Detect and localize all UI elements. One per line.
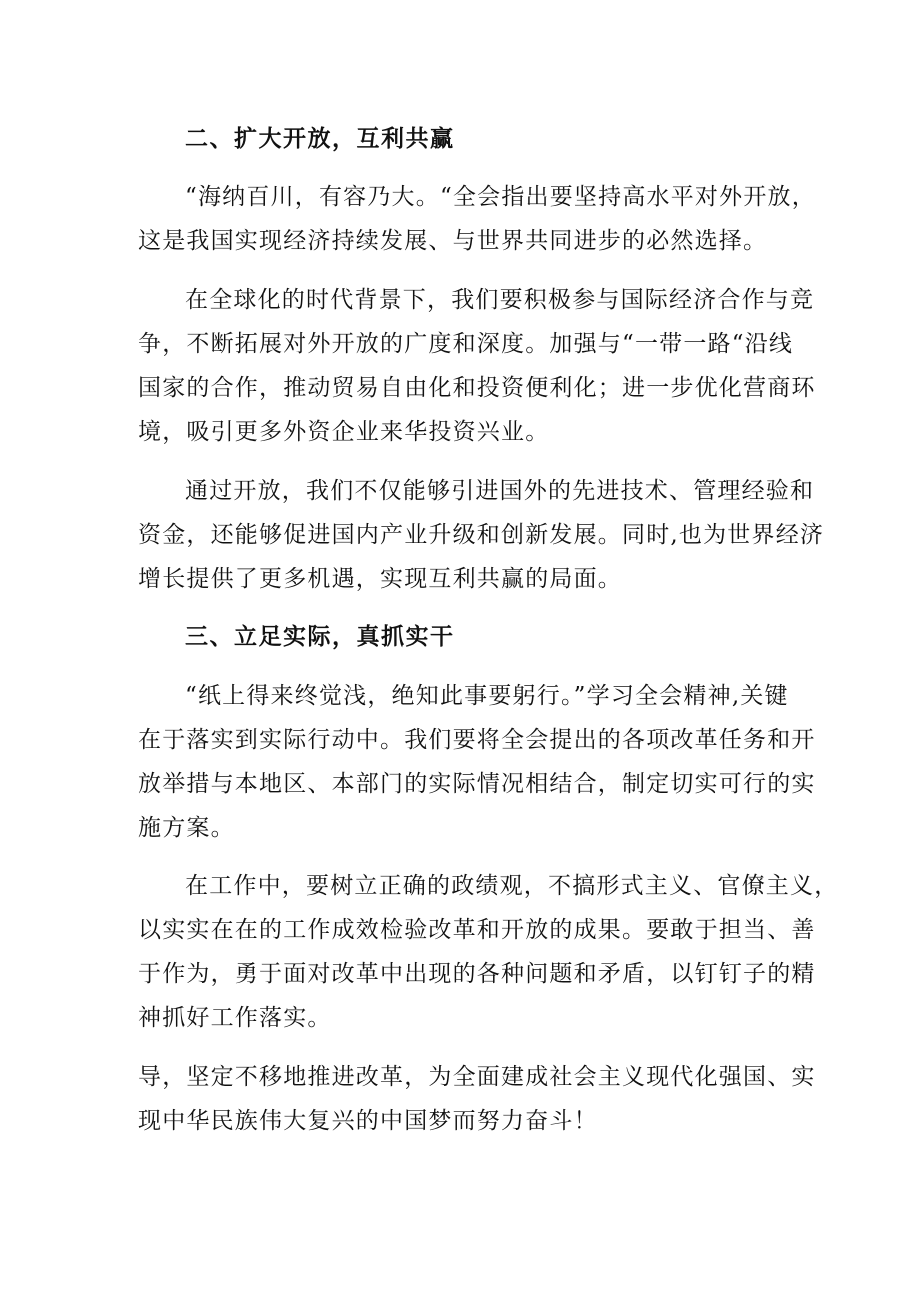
paragraph-line: 施方案。	[138, 815, 235, 841]
paragraph-line: “纸上得来终觉浅，绝知此事要躬行。”学习全会精神,关键	[185, 683, 789, 709]
section-heading-3: 三、立足实际，真抓实干	[185, 623, 455, 650]
paragraph-line: 放举措与本地区、本部门的实际情况相结合，制定切实可行的实	[138, 771, 816, 797]
paragraph-line: 境，吸引更多外资企业来华投资兴业。	[138, 419, 550, 445]
paragraph-line: 这是我国实现经济持续发展、与世界共同进步的必然选择。	[138, 228, 768, 254]
paragraph-line: 于作为，勇于面对改革中出现的各种问题和矛盾，以钉钉子的精	[138, 961, 816, 987]
paragraph-line: 导，坚定不移地推进改革，为全面建成社会主义现代化强国、实	[138, 1064, 816, 1090]
paragraph-line: 资金，还能够促进国内产业升级和创新发展。同时,也为世界经济	[138, 522, 825, 548]
paragraph-line: “海纳百川，有容乃大。“全会指出要坚持高水平对外开放，	[185, 184, 816, 210]
paragraph-line: 以实实在在的工作成效检验改革和开放的成果。要敢于担当、善	[138, 917, 816, 943]
paragraph-line: 在于落实到实际行动中。我们要将全会提出的各项改革任务和开	[138, 727, 816, 753]
paragraph-line: 在全球化的时代背景下，我们要积极参与国际经济合作与竞	[185, 287, 815, 313]
section-heading-2: 二、扩大开放，互利共赢	[185, 125, 455, 152]
paragraph-line: 国家的合作，推动贸易自由化和投资便利化；进一步优化营商环	[138, 375, 816, 401]
paragraph-line: 神抓好工作落实。	[138, 1005, 332, 1031]
paragraph-line: 在工作中，要树立正确的政绩观，不搞形式主义、官僚主义，	[185, 873, 839, 899]
paragraph-line: 通过开放，我们不仅能够引进国外的先进技术、管理经验和	[185, 478, 815, 504]
paragraph-line: 现中华民族伟大复兴的中国梦而努力奋斗！	[138, 1108, 598, 1134]
paragraph-line: 争，不断拓展对外开放的广度和深度。加强与“一带一路“沿线	[138, 331, 794, 357]
paragraph-line: 增长提供了更多机遇，实现互利共赢的局面。	[138, 566, 622, 592]
